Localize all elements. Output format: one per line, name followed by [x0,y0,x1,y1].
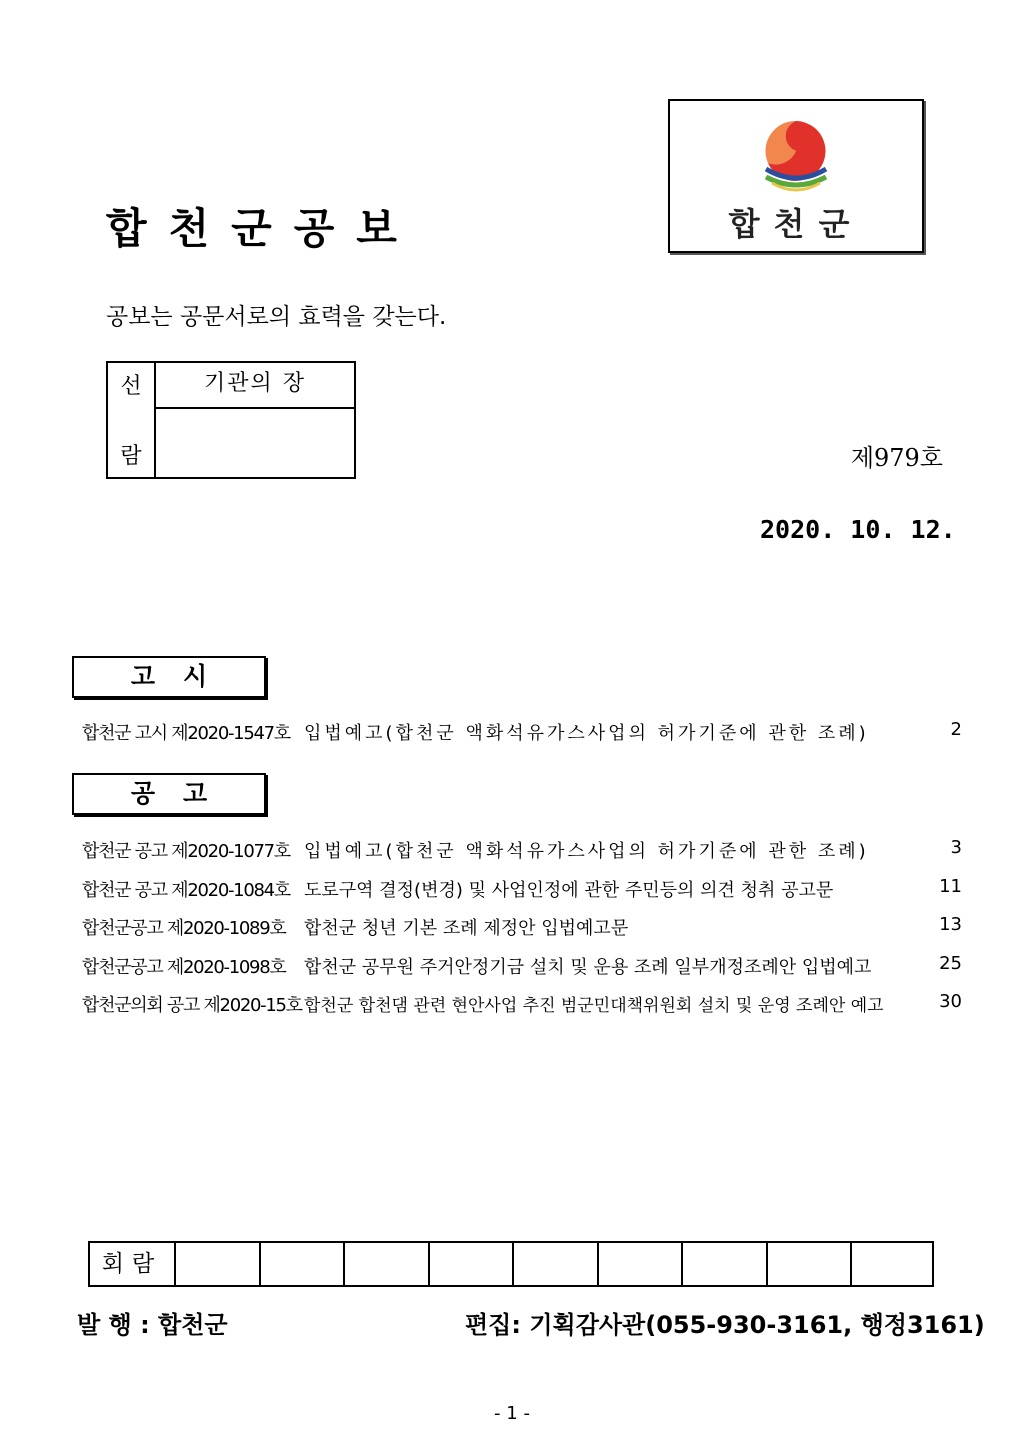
toc-row-title: 입법예고(합천군 액화석유가스사업의 허가기준에 관한 조례) [304,841,869,862]
toc-row-page: 2 [950,719,962,740]
section-gosi-header: 고시 [72,656,266,698]
page-number: - 1 - [494,1403,530,1424]
toc-row-number: 합천군 고시 제2020-1547호 [82,723,290,744]
circulation-label: 회람 [101,1251,163,1277]
circulation-cell [512,1243,597,1285]
approval-box [106,361,356,479]
approval-side-column [108,363,156,477]
toc-row-title: 합천군 합천댐 관련 현안사업 추진 범군민대책위원회 설치 및 운영 조례안 예고 [304,996,884,1016]
bulletin-subtitle: 공보는 공문서로의 효력을 갖는다. [106,304,447,330]
toc-row[interactable] [82,719,962,749]
circulation-cell [597,1243,682,1285]
toc-row-title: 도로구역 결정(변경) 및 사업인정에 관한 주민등의 의견 청취 공고문 [304,880,834,901]
toc-row-title: 입법예고(합천군 액화석유가스사업의 허가기준에 관한 조례) [304,723,869,744]
circulation-table [88,1241,934,1287]
section-gonggo-header: 공고 [72,773,266,815]
issue-number: 제979호 [850,444,943,472]
circulation-cell [174,1243,259,1285]
toc-row-number: 합천군공고 제2020-1098호 [82,957,286,978]
toc-row-number: 합천군 공고 제2020-1077호 [82,841,290,862]
toc-row-page: 3 [950,837,962,858]
approval-side-bottom: 람 [120,444,142,469]
editor-contact: 편집: 기획감사관(055-930-3161, 행정3161) [465,1311,985,1339]
toc-row-number: 합천군의회 공고 제2020-15호 [82,995,302,1016]
toc-row[interactable] [82,876,962,906]
logo-text: 합천군 [728,205,864,243]
page-title: 합천군공보 [106,204,419,253]
circulation-cell [343,1243,428,1285]
circulation-cell [766,1243,851,1285]
toc-row[interactable] [82,991,962,1021]
toc-row-page: 13 [939,914,962,935]
circulation-cell [850,1243,935,1285]
toc-row-number: 합천군공고 제2020-1089호 [82,918,286,939]
toc-row-title: 합천군 청년 기본 조례 제정안 입법예고문 [304,918,629,939]
publisher: 발 행 : 합천군 [77,1311,228,1339]
toc-row[interactable] [82,914,962,944]
toc-row[interactable] [82,953,962,983]
issue-date: 2020. 10. 12. [760,515,956,544]
approval-header: 기관의 장 [156,363,354,409]
toc-row-page: 30 [939,991,962,1012]
toc-row-number: 합천군 공고 제2020-1084호 [82,880,290,901]
approval-side-top: 선 [120,374,142,399]
toc-row-title: 합천군 공무원 주거안정기금 설치 및 운용 조례 일부개정조례안 입법예고 [304,957,872,978]
circulation-cell [428,1243,513,1285]
toc-row[interactable] [82,837,962,867]
toc-row-page: 11 [939,876,962,897]
county-logo-box [668,99,924,253]
circulation-cell [681,1243,766,1285]
circulation-cell [259,1243,344,1285]
toc-row-page: 25 [939,953,962,974]
county-emblem-icon [758,117,834,199]
